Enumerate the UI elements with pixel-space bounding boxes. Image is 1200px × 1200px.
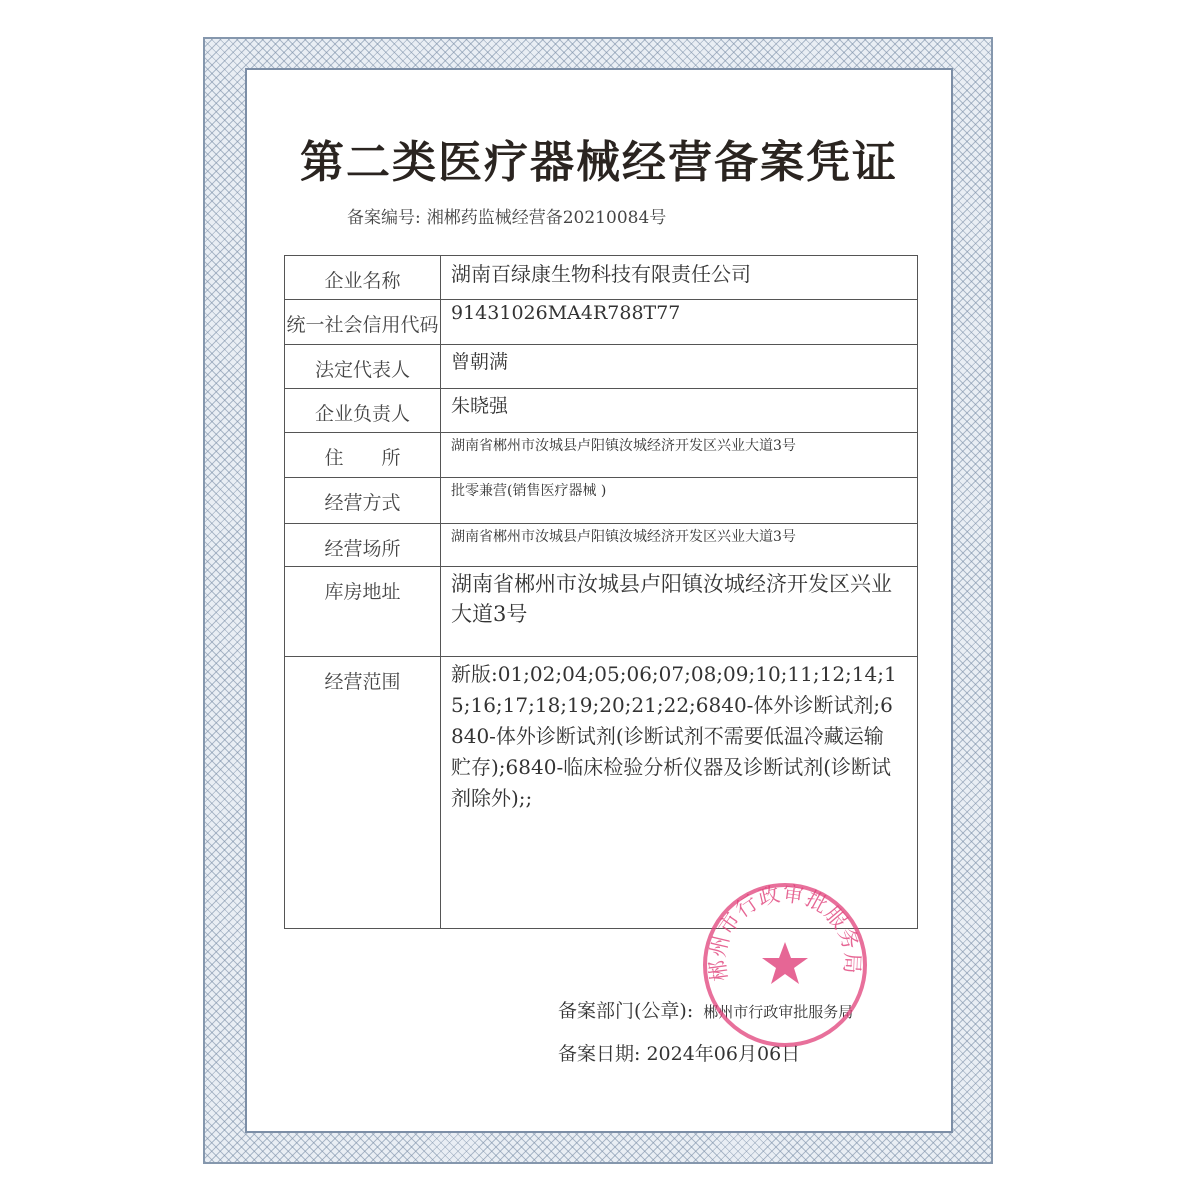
row-credit-code <box>285 300 918 345</box>
registration-number <box>347 203 666 228</box>
row-legal-rep <box>285 345 918 389</box>
label-warehouse-address: 库房地址 <box>285 567 441 657</box>
row-warehouse-address <box>285 567 918 657</box>
info-table <box>284 255 918 929</box>
row-domicile <box>285 433 918 478</box>
filing-date-label: 备案日期: <box>558 1043 641 1065</box>
label-credit-code: 统一社会信用代码 <box>285 300 441 345</box>
certificate-title: 第二类医疗器械经营备案凭证 <box>300 137 898 188</box>
label-business-mode: 经营方式 <box>285 478 441 524</box>
label-domicile: 住 所 <box>285 433 441 478</box>
label-company-name: 企业名称 <box>285 256 441 300</box>
row-company-name <box>285 256 918 300</box>
label-business-scope: 经营范围 <box>285 657 441 929</box>
value-principal: 朱晓强 <box>441 389 918 433</box>
registration-number-label: 备案编号: <box>347 208 421 228</box>
value-business-mode: 批零兼营(销售医疗器械 ) <box>441 478 918 524</box>
row-principal <box>285 389 918 433</box>
value-domicile: 湖南省郴州市汝城县卢阳镇汝城经济开发区兴业大道3号 <box>441 433 918 478</box>
registration-number-value: 湘郴药监械经营备20210084号 <box>426 208 667 228</box>
filing-department-value: 郴州市行政审批服务局 <box>703 1003 854 1021</box>
label-business-premises: 经营场所 <box>285 524 441 567</box>
value-company-name: 湖南百绿康生物科技有限责任公司 <box>441 256 918 300</box>
filing-date-value: 2024年06月06日 <box>646 1043 801 1065</box>
value-business-premises: 湖南省郴州市汝城县卢阳镇汝城经济开发区兴业大道3号 <box>441 524 918 567</box>
value-warehouse-address: 湖南省郴州市汝城县卢阳镇汝城经济开发区兴业大道3号 <box>441 567 918 657</box>
label-principal: 企业负责人 <box>285 389 441 433</box>
seal-text: 郴州市行政审批服务局 <box>705 881 865 983</box>
label-legal-rep: 法定代表人 <box>285 345 441 389</box>
value-credit-code: 91431026MA4R788T77 <box>441 300 918 345</box>
row-business-mode <box>285 478 918 524</box>
seal-star-icon <box>762 942 808 984</box>
value-legal-rep: 曾朝满 <box>441 345 918 389</box>
official-seal <box>700 880 870 1050</box>
value-business-scope: 新版:01;02;04;05;06;07;08;09;10;11;12;14;15;16;17;18;19;20;21;22;6840-体外诊断试剂;6840-体外诊断试剂(诊断试剂不需要低温冷藏运输贮存);6840-临床检验分析仪器及诊断试剂(诊断试剂除外);; <box>441 657 918 929</box>
row-business-premises <box>285 524 918 567</box>
filing-department-label: 备案部门(公章): <box>558 1000 694 1022</box>
